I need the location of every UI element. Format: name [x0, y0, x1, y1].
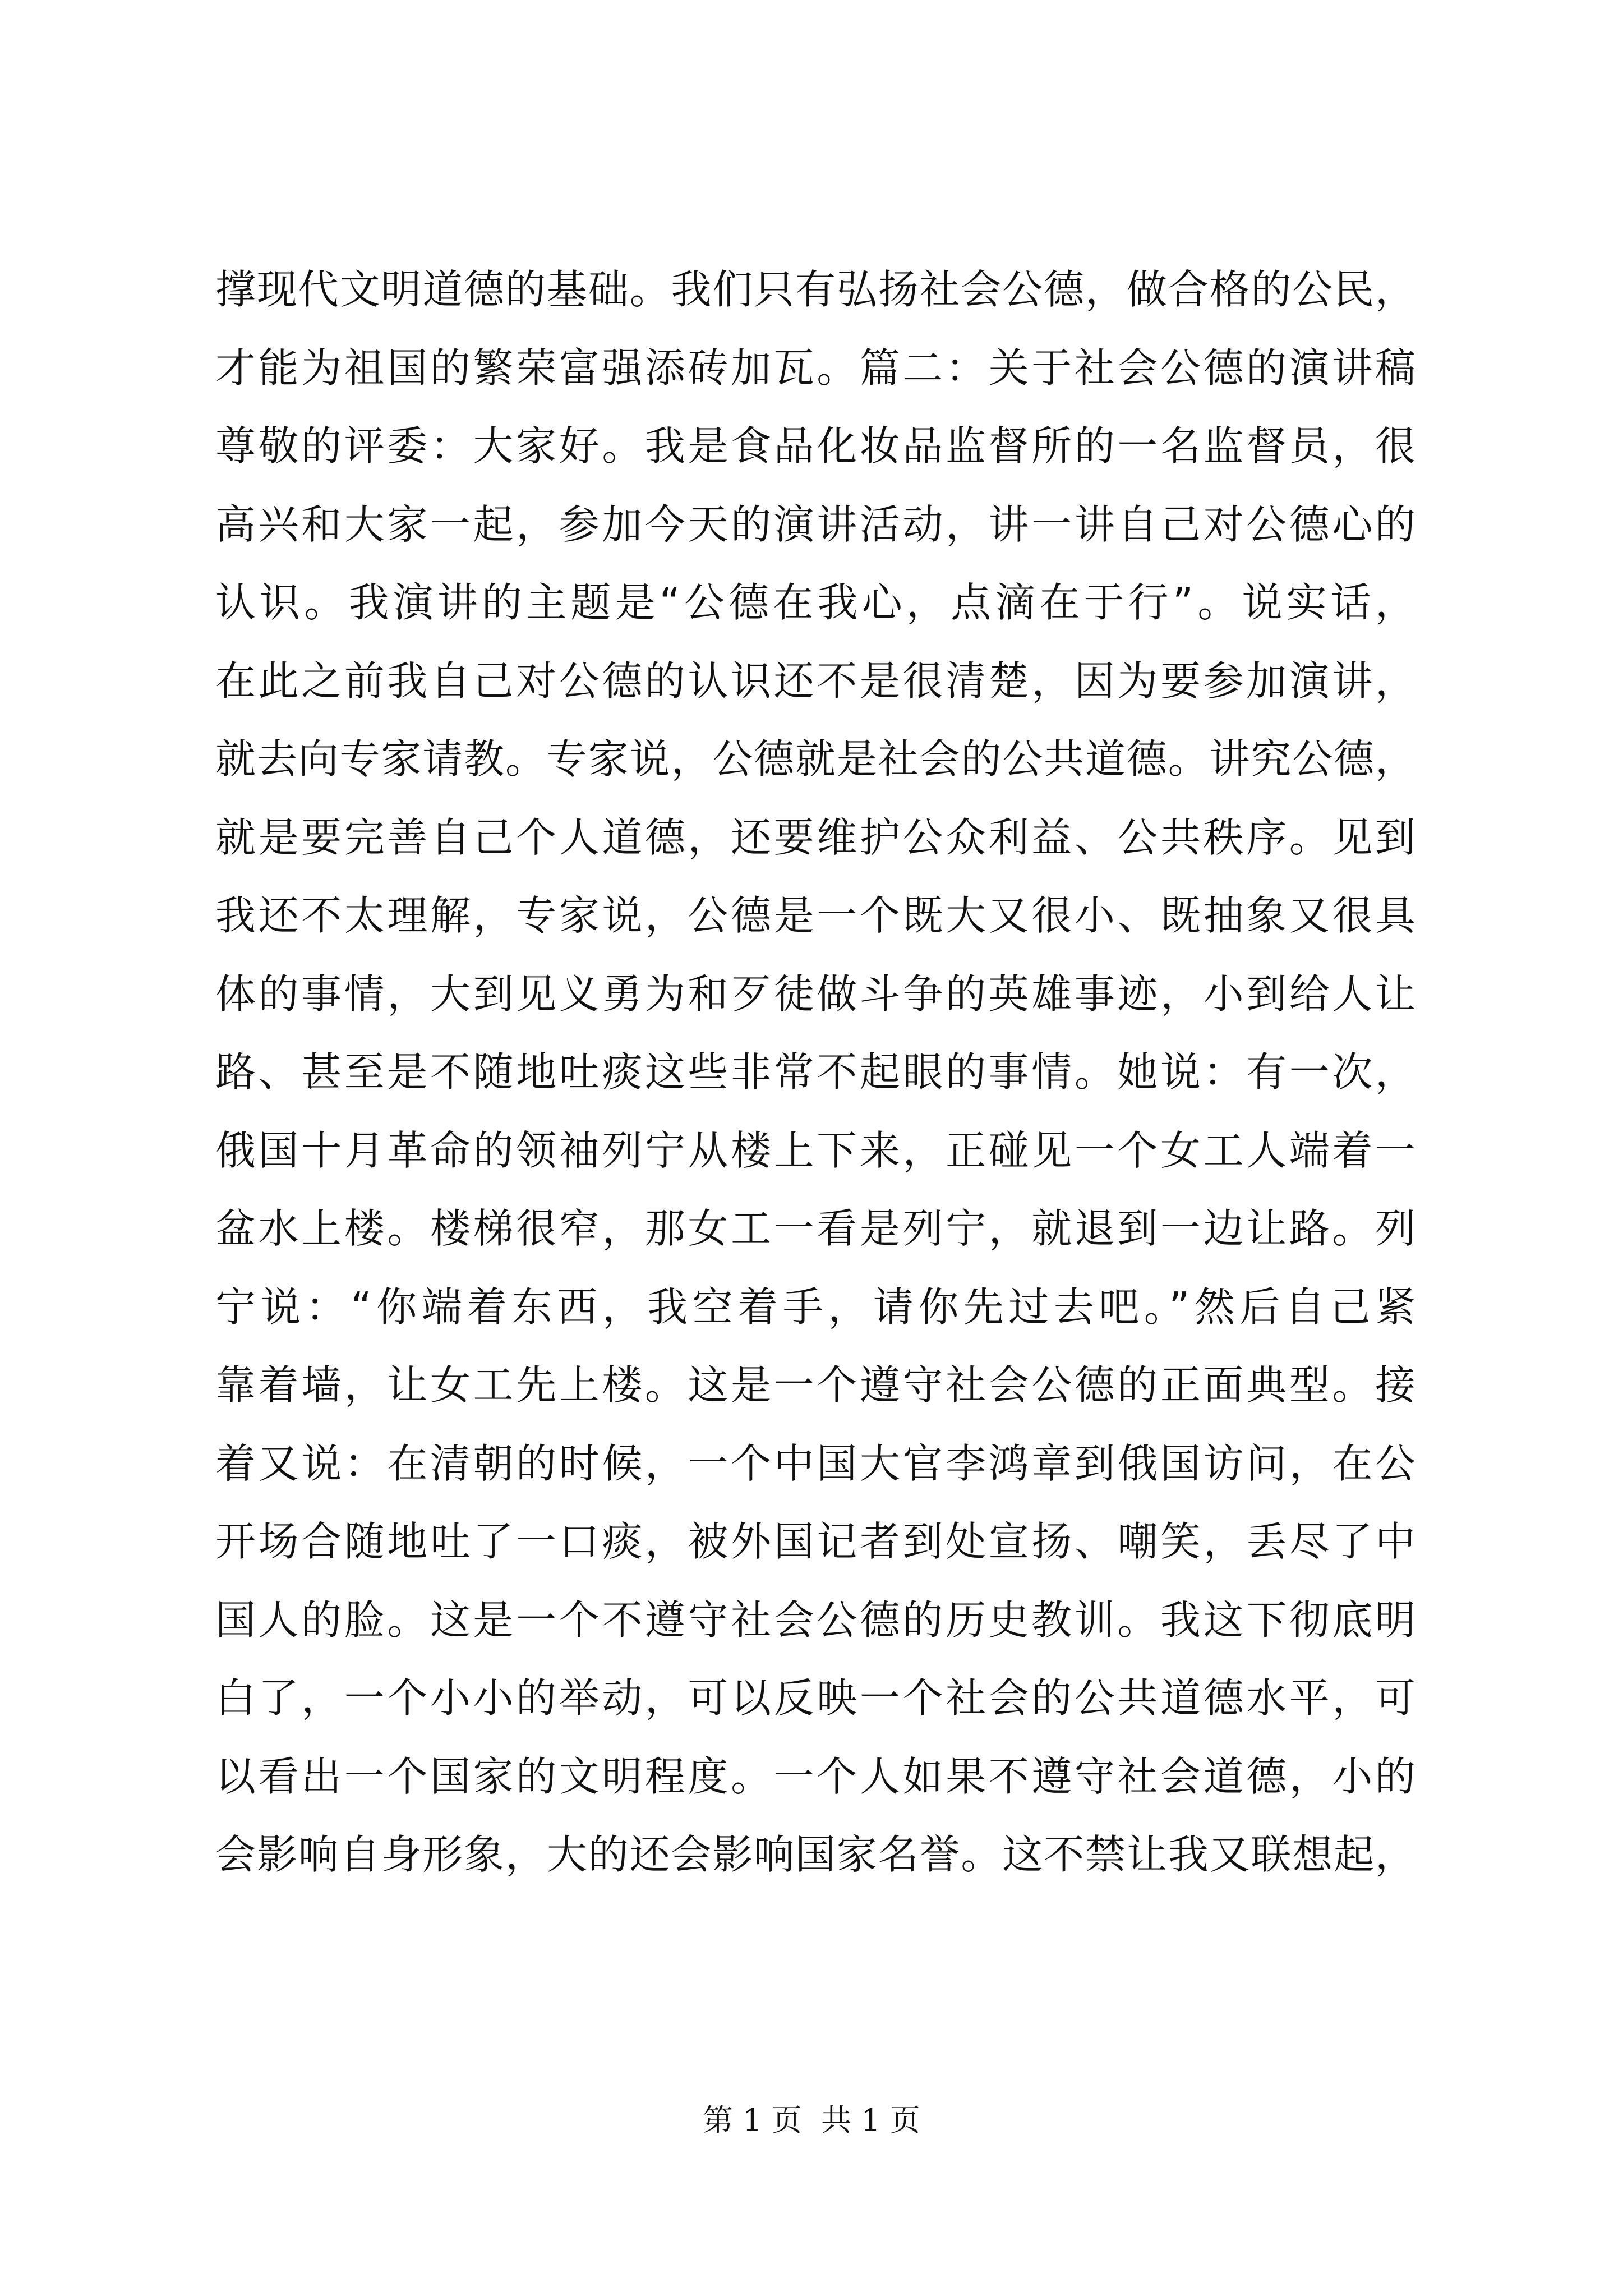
text-line: 路、甚至是不随地吐痰这些非常不起眼的事情。她说：有一次， — [215, 1048, 1415, 1096]
text-line: 开场合随地吐了一口痰，被外国记者到处宣扬、嘲笑，丢尽了中 — [215, 1518, 1415, 1565]
text-line: 认识。我演讲的主题是“公德在我心，点滴在于行”。说实话， — [215, 579, 1415, 626]
text-line: 俄国十月革命的领袖列宁从楼上下来，正碰见一个女工人端着一 — [215, 1126, 1415, 1174]
text-line: 尊敬的评委：大家好。我是食品化妆品监督所的一名监督员，很 — [215, 422, 1415, 470]
text-line: 就是要完善自己个人道德，还要维护公众利益、公共秩序。见到 — [215, 813, 1415, 861]
body-text — [215, 263, 1415, 1906]
text-line: 盆水上楼。楼梯很窄，那女工一看是列宁，就退到一边让路。列 — [215, 1205, 1415, 1252]
text-line: 才能为祖国的繁荣富强添砖加瓦。篇二：关于社会公德的演讲稿 — [215, 344, 1415, 392]
text-line: 靠着墙，让女工先上楼。这是一个遵守社会公德的正面典型。接 — [215, 1361, 1415, 1409]
text-line: 高兴和大家一起，参加今天的演讲活动，讲一讲自己对公德心的 — [215, 500, 1415, 548]
text-line: 会影响自身形象，大的还会影响国家名誉。这不禁让我又联想起， — [215, 1831, 1415, 1878]
text-line: 就去向专家请教。专家说，公德就是社会的公共道德。讲究公德， — [215, 735, 1415, 783]
text-line: 在此之前我自己对公德的认识还不是很清楚，因为要参加演讲， — [215, 657, 1415, 705]
page-number-footer: 第 1 页 共 1 页 — [703, 2102, 920, 2138]
text-line: 体的事情，大到见义勇为和歹徒做斗争的英雄事迹，小到给人让 — [215, 970, 1415, 1018]
text-line: 国人的脸。这是一个不遵守社会公德的历史教训。我这下彻底明 — [215, 1596, 1415, 1644]
text-line: 我还不太理解，专家说，公德是一个既大又很小、既抽象又很具 — [215, 892, 1415, 939]
text-line: 撑现代文明道德的基础。我们只有弘扬社会公德，做合格的公民， — [215, 266, 1415, 313]
text-line: 以看出一个国家的文明程度。一个人如果不遵守社会道德，小的 — [215, 1752, 1415, 1800]
text-line: 白了，一个小小的举动，可以反映一个社会的公共道德水平，可 — [215, 1674, 1415, 1722]
text-line: 着又说：在清朝的时候，一个中国大官李鸿章到俄国访问，在公 — [215, 1439, 1415, 1487]
text-line: 宁说：“你端着东西，我空着手，请你先过去吧。”然后自己紧 — [215, 1283, 1415, 1331]
